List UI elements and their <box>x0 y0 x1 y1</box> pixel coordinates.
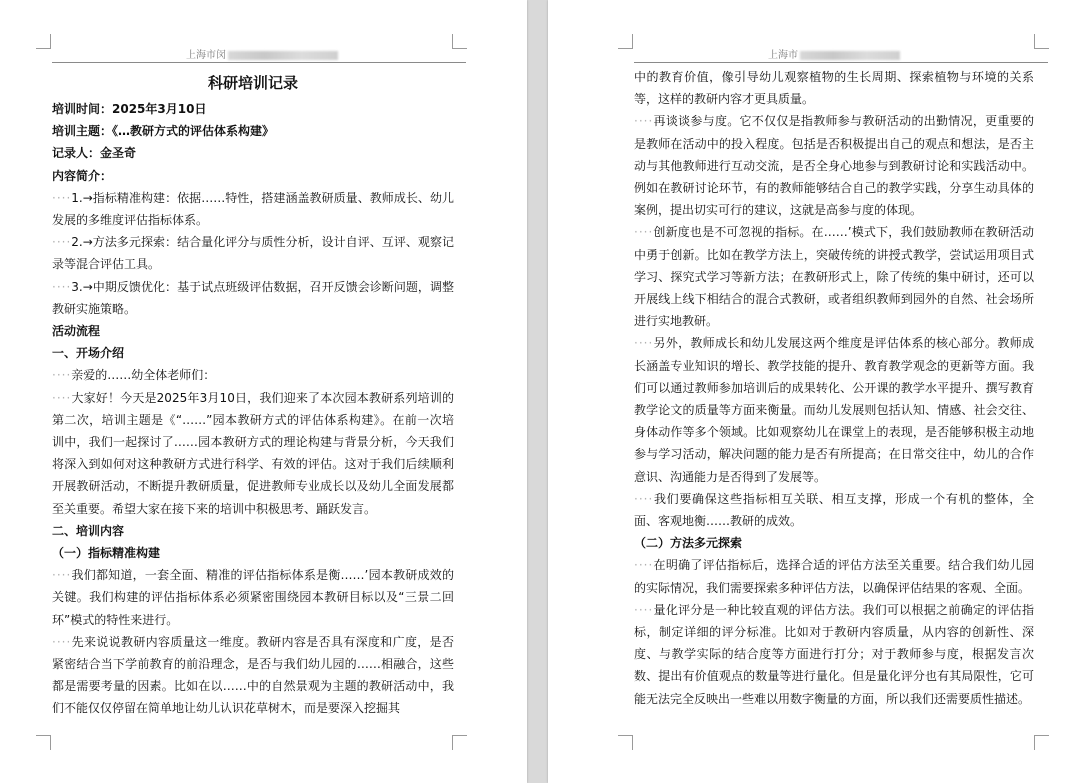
indent-marks: ···· <box>52 235 72 250</box>
indent-marks: ···· <box>634 491 654 506</box>
margin-corner-bottom-left <box>618 735 633 750</box>
margin-corner-top-right <box>452 34 467 49</box>
summary-item-text: 3.→中期反馈优化：基于试点班级评估数据，召开反馈会诊断问题，调整教研实施策略。 <box>52 279 454 316</box>
page-header <box>186 46 338 61</box>
subsection-heading: （一）指标精准构建 <box>52 546 161 561</box>
paragraph-text: 先来说说教研内容质量这一维度。教研内容是否具有深度和广度，是否紧密结合当下学前教育的前沿理念，是否与我们幼儿园的……相融合，这些都是需要考量的因素。比如在以……中的自然景观为主题的教研活动中，我们不能仅仅停留在简单地让幼儿认识花草树木，而是要深入挖掘其 <box>52 634 454 716</box>
margin-corner-top-left <box>36 34 51 49</box>
indent-marks: ···· <box>52 190 72 205</box>
paragraph-text: 在明确了评估指标后，选择合适的评估方法至关重要。结合我们幼儿园的实际情况，我们需要探索多种评估方法，以确保评估结果的客观、全面。 <box>634 558 1034 595</box>
margin-corner-bottom-left <box>36 735 51 750</box>
document-page-right <box>548 0 1086 783</box>
section-heading: 一、开场介绍 <box>52 346 125 361</box>
summary-item <box>52 187 454 231</box>
summary-item <box>52 231 454 275</box>
training-time: 培训时间：2025年3月10日 <box>52 102 207 116</box>
header-text: 上海市 <box>768 50 798 61</box>
header-rule <box>634 62 1048 63</box>
paragraph <box>52 387 454 520</box>
training-topic: 培训主题：《…教研方式的评估体系构建》 <box>52 124 275 139</box>
paragraph: 中的教育价值，像引导幼儿观察植物的生长周期、探索植物与环境的关系等，这样的教研内容才更具质量。 <box>634 70 1034 107</box>
paragraph <box>634 332 1034 487</box>
paragraph-text: 大家好！今天是2025年3月10日，我们迎来了本次园本教研系列培训的第二次，培训主题是《“……”园本教研方式的评估体系构建》。在前一次培训中，我们一起探讨了……园本教研方式的理论构建与背景分析，今天我们将深入到如何对这种教研方式进行科学、有效的评估。这对于我们后续顺利开展教研活动，不断提升教研质量，促进教师专业成长以及幼儿全面发展都至关重要。希望大家在接下来的培训中积极思考、踊跃发言。 <box>52 390 454 516</box>
indent-marks: ···· <box>634 558 654 573</box>
indent-marks: ···· <box>52 368 72 383</box>
header-rule <box>52 62 466 63</box>
indent-marks: ···· <box>634 602 654 617</box>
indent-marks: ···· <box>634 225 654 240</box>
indent-marks: ···· <box>52 279 72 294</box>
page-body <box>52 72 454 720</box>
paragraph-text: 我们要确保这些指标相互关联、相互支撑，形成一个有机的整体，全面、客观地衡……教研的成效。 <box>634 491 1034 529</box>
paragraph-text: 我们都知道，一套全面、精准的评估指标体系是衡……’园本教研成效的关键。我们构建的评估指标体系必须紧密围绕园本教研目标以及“三景二回环”模式的特性来进行。 <box>52 568 454 627</box>
indent-marks: ···· <box>634 114 654 129</box>
indent-marks: ···· <box>52 634 72 649</box>
paragraph <box>52 631 454 720</box>
summary-heading: 内容简介： <box>52 168 113 183</box>
document-title: 科研培训记录 <box>207 74 298 92</box>
paragraph-text: 创新度也是不可忽视的指标。在……’模式下，我们鼓励教师在教研活动中勇于创新。比如在教学方法上，突破传统的讲授式教学，尝试运用项目式学习、探究式学习等新方法；在教研形式上，除了传统的集中研讨，还可以开展线上线下相结合的混合式教研，或者组织教师到园外的自然、社会场所进行实地教研。 <box>634 225 1034 329</box>
paragraph-text: 另外，教师成长和幼儿发展这两个维度是评估体系的核心部分。教师成长涵盖专业知识的增长、教学技能的提升、教育教学观念的更新等方面。我们可以通过教师参加培训后的成果转化、公开课的教学水平提升、撰写教育教学论文的质量等方面来衡量。而幼儿发展则包括认知、情感、社会交往、身体动作等多个领域。比如观察幼儿在课堂上的表现，是否能够积极主动地参与学习活动，解决问题的能力是否有所提高；在日常交往中，幼儿的合作意识、沟通能力是否得到了发展等。 <box>634 336 1034 484</box>
section-heading: 二、培训内容 <box>52 523 125 538</box>
subsection-heading: （二）方法多元探索 <box>634 536 743 551</box>
margin-corner-top-left <box>618 34 633 49</box>
paragraph-text: 亲爱的……幼全体老师们： <box>71 368 216 383</box>
redacted-blur <box>228 51 338 60</box>
paragraph <box>634 599 1034 710</box>
section-heading: 活动流程 <box>52 324 101 339</box>
margin-corner-bottom-right <box>1034 735 1049 750</box>
header-text: 上海市闵 <box>186 50 226 61</box>
redacted-blur <box>800 51 900 60</box>
margin-corner-bottom-right <box>452 735 467 750</box>
paragraph <box>52 364 454 386</box>
summary-item-text: 2.→方法多元探索：结合量化评分与质性分析，设计自评、互评、观察记录等混合评估工具。 <box>52 235 454 272</box>
indent-marks: ···· <box>52 390 72 405</box>
page-body <box>634 66 1034 710</box>
margin-corner-top-right <box>1034 34 1049 49</box>
paragraph <box>634 110 1034 221</box>
document-page-left <box>0 0 527 783</box>
indent-marks: ···· <box>52 568 72 583</box>
paragraph-text: 量化评分是一种比较直观的评估方法。我们可以根据之前确定的评估指标，制定详细的评分标准。比如对于教研内容质量，从内容的创新性、深度、与教学实际的结合度等方面进行打分；对于教师参与度，根据发言次数、提出有价值观点的数量等进行量化。但是量化评分也有其局限性，它可能无法完全反映出一些难以用数字衡量的方面，所以我们还需要质性描述。 <box>634 602 1034 706</box>
paragraph <box>634 554 1034 598</box>
indent-marks: ···· <box>634 336 654 351</box>
summary-item-text: 1.→指标精准构建：依据……特性，搭建涵盖教研质量、教师成长、幼儿发展的多维度评估指标体系。 <box>52 190 454 228</box>
paragraph <box>634 488 1034 532</box>
recorder: 记录人：金圣奇 <box>52 146 137 161</box>
summary-item <box>52 276 454 320</box>
paragraph-text: 再谈谈参与度。它不仅仅是指教师参与教研活动的出勤情况，更重要的是教师在活动中的投入程度。包括是否积极提出自己的观点和想法，是否主动与其他教师进行互动交流，是否全身心地参与到教研讨论和实践活动中。例如在教研讨论环节，有的教师能够结合自己的教学实践，分享生动具体的案例，提出切实可行的建议，这就是高参与度的体现。 <box>634 114 1034 218</box>
paragraph <box>634 221 1034 332</box>
paragraph <box>52 564 454 631</box>
page-header <box>768 46 900 61</box>
page-gap <box>527 0 548 783</box>
